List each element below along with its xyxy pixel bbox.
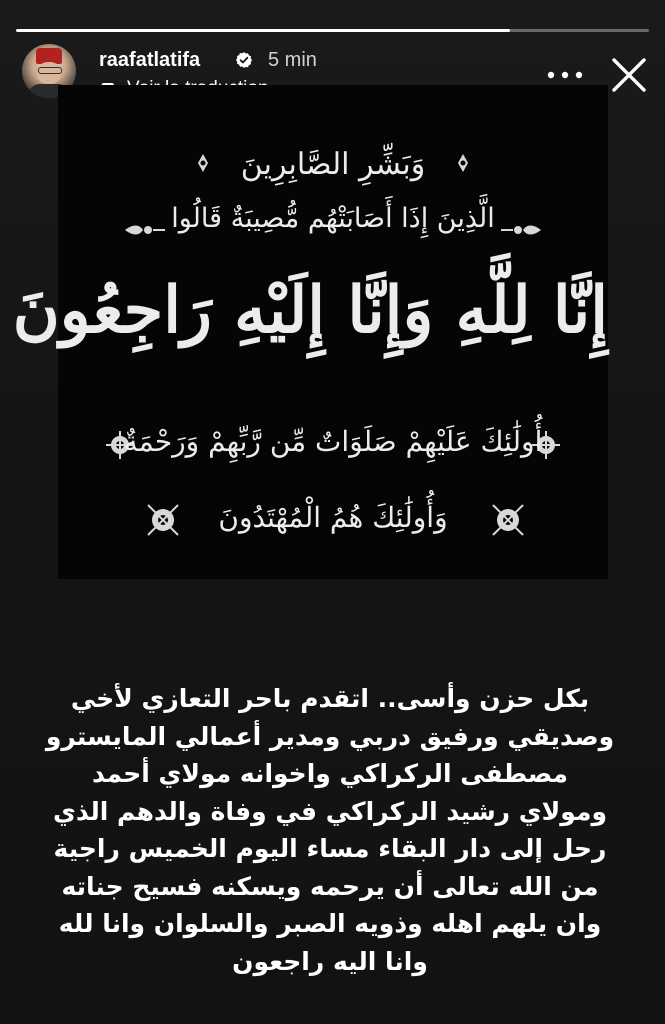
card-verse-line-3: إِنَّا لِلَّهِ وَإِنَّا إِلَيْهِ رَاجِعُونَ bbox=[12, 273, 608, 348]
caption-line: وانا اليه راجعون bbox=[232, 946, 428, 976]
card-verse-line-2: الَّذِينَ إِذَا أَصَابَتْهُم مُّصِيبَةٌ قَالُوا bbox=[171, 203, 495, 234]
caption-line: مصطفى الركراكي واخوانه مولاي أحمد bbox=[92, 759, 568, 788]
more-horizontal-icon[interactable] bbox=[545, 66, 585, 84]
caption-line: وان يلهم اهله وذويه الصبر والسلوان وانا لله bbox=[58, 909, 602, 938]
card-verse-line-1: وَبَشِّرِ الصَّابِرِينَ bbox=[240, 147, 426, 182]
card-verse-line-4: أُولَٰئِكَ عَلَيْهِمْ صَلَوَاتٌ مِّن رَّبِّهِمْ وَرَحْمَةٌ bbox=[123, 425, 543, 458]
story-progress-fill bbox=[16, 29, 510, 32]
caption-line: من الله تعالى أن يرحمه ويسكنه فسيح جناته bbox=[61, 871, 599, 901]
caption-line: بكل حزن وأسى.. اتقدم باحر التعازي لأخي bbox=[70, 684, 590, 713]
condolence-card bbox=[12, 85, 608, 579]
verified-badge-icon bbox=[235, 51, 253, 69]
close-icon[interactable] bbox=[610, 56, 648, 94]
caption-line: وصديقي ورفيق دربي ومدير أعمالي المايسترو bbox=[45, 721, 615, 751]
caption-line: ومولاي رشيد الركراكي في وفاة والدهم الذي bbox=[53, 796, 607, 826]
caption-line: رحل إلى دار البقاء مساء اليوم الخميس راجية bbox=[53, 834, 607, 863]
card-verse-line-5: وَأُولَٰئِكَ هُمُ الْمُهْتَدُونَ bbox=[218, 501, 448, 534]
story-progress-bar bbox=[16, 29, 649, 32]
story-caption bbox=[40, 680, 620, 980]
story-timestamp: 5 min bbox=[268, 49, 317, 71]
username[interactable]: raafatlatifa bbox=[99, 49, 201, 71]
